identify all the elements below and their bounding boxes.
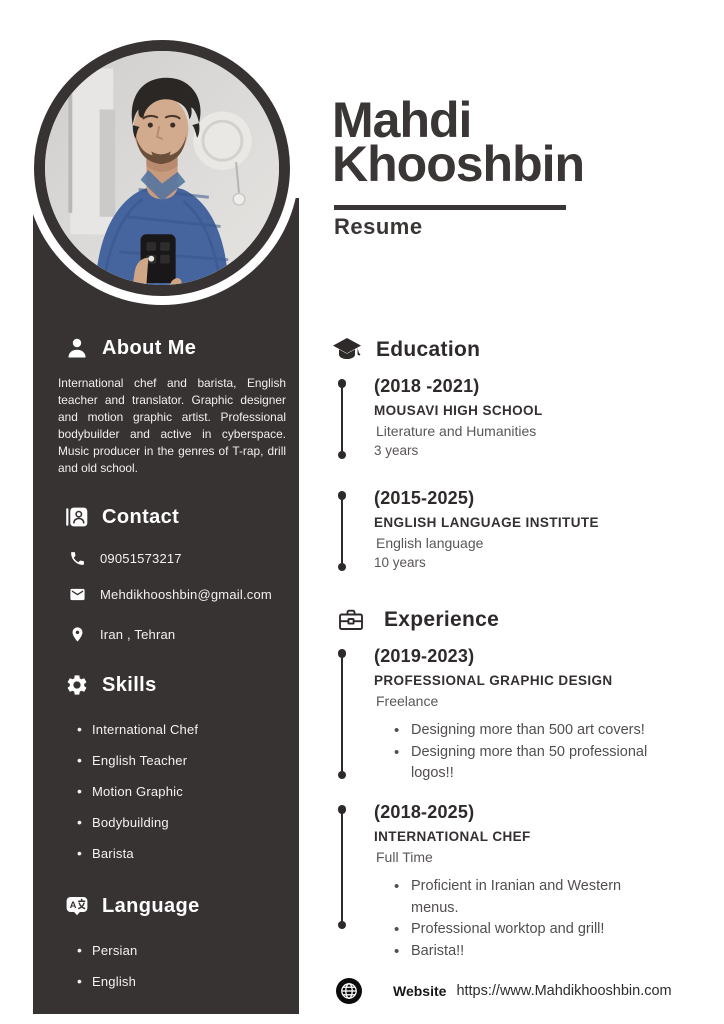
skill-item: • Motion Graphic [77, 776, 299, 807]
timeline-rail [336, 648, 348, 780]
language-item: • English [77, 966, 299, 997]
location-pin-icon [69, 626, 86, 643]
experience-title: Experience [384, 608, 500, 631]
education-duration: 3 years [374, 443, 419, 458]
globe-icon [336, 978, 362, 1004]
experience-entry [336, 800, 714, 962]
profile-photo [34, 40, 290, 296]
education-period: (2015-2025) [374, 488, 475, 508]
main-column [332, 0, 724, 1024]
contact-title: Contact [102, 505, 180, 528]
education-school: MOUSAVI HIGH SCHOOL [374, 403, 543, 418]
page-title [332, 92, 585, 192]
resume-subtitle: Resume [334, 214, 423, 239]
graduation-cap-icon [332, 336, 362, 364]
skill-item: • English Teacher [77, 745, 299, 776]
skill-item: • International Chef [77, 714, 299, 745]
location-value: Iran , Tehran [100, 627, 176, 642]
skills-list [33, 714, 299, 869]
education-field: Literature and Humanities [376, 423, 537, 439]
last-name: Khooshbin [332, 136, 585, 192]
education-period: (2018 -2021) [374, 376, 480, 396]
website-footer [336, 978, 672, 1004]
experience-type: Full Time [376, 849, 433, 865]
timeline-rail [336, 804, 348, 930]
sidebar [33, 198, 299, 1014]
contact-book-icon [65, 505, 89, 529]
person-icon [65, 336, 89, 360]
language-title: Language [102, 894, 200, 917]
experience-role: INTERNATIONAL CHEF [374, 829, 531, 844]
about-section-header [33, 336, 299, 360]
education-field: English language [376, 535, 484, 551]
education-title: Education [376, 338, 481, 361]
gear-icon [65, 673, 89, 697]
title-underline [334, 205, 566, 210]
contact-email-row [33, 586, 299, 603]
contact-section-header [33, 505, 299, 529]
contact-location-row [33, 626, 299, 643]
experience-role: PROFESSIONAL GRAPHIC DESIGN [374, 673, 613, 688]
experience-type: Freelance [376, 693, 439, 709]
translate-icon [65, 894, 89, 918]
contact-phone-row [33, 550, 299, 567]
about-text: International chef and barista, English teacher and translator. Graphic designer and motion graphic artist. Professional bodybuilder and active in cyberspace. Music producer in the genres of T-rap, drill and old school. [58, 376, 286, 475]
skills-title: Skills [102, 673, 157, 696]
education-duration: 10 years [374, 555, 426, 570]
about-title: About Me [102, 336, 197, 359]
phone-value[interactable]: 09051573217 [100, 551, 182, 566]
language-section-header [33, 894, 299, 918]
education-entry [336, 374, 714, 461]
education-entry [336, 486, 714, 573]
contact-list [33, 550, 299, 643]
briefcase-icon [336, 606, 366, 634]
education-school: ENGLISH LANGUAGE INSTITUTE [374, 515, 599, 530]
experience-section-header [336, 606, 499, 634]
experience-period: (2018-2025) [374, 802, 475, 822]
experience-bullets [394, 720, 666, 785]
timeline-rail [336, 490, 348, 572]
experience-bullet: • Designing more than 50 professional logos!! [394, 742, 666, 785]
svg-text:A: A [69, 900, 77, 911]
language-list [33, 935, 299, 997]
website-label: Website [393, 983, 447, 999]
skill-item: • Bodybuilding [77, 807, 299, 838]
experience-bullet: • Designing more than 500 art covers! [394, 720, 666, 742]
first-name: Mahdi [332, 92, 472, 148]
skill-item: • Barista [77, 838, 299, 869]
email-value[interactable]: Mehdikhooshbin@gmail.com [100, 587, 272, 602]
mail-icon [69, 586, 86, 603]
language-item: • Persian [77, 935, 299, 966]
experience-period: (2019-2023) [374, 646, 475, 666]
experience-bullet: • Proficient in Iranian and Western menus. [394, 876, 666, 919]
experience-bullet: • Barista!! [394, 941, 666, 963]
timeline-rail [336, 378, 348, 460]
education-section-header [332, 336, 480, 364]
experience-entry [336, 644, 714, 785]
website-url[interactable]: https://www.Mahdikhooshbin.com [456, 983, 672, 999]
phone-icon [69, 550, 86, 567]
experience-bullets [394, 876, 666, 962]
skills-section-header [33, 673, 299, 697]
experience-bullet: • Professional worktop and grill! [394, 919, 666, 941]
